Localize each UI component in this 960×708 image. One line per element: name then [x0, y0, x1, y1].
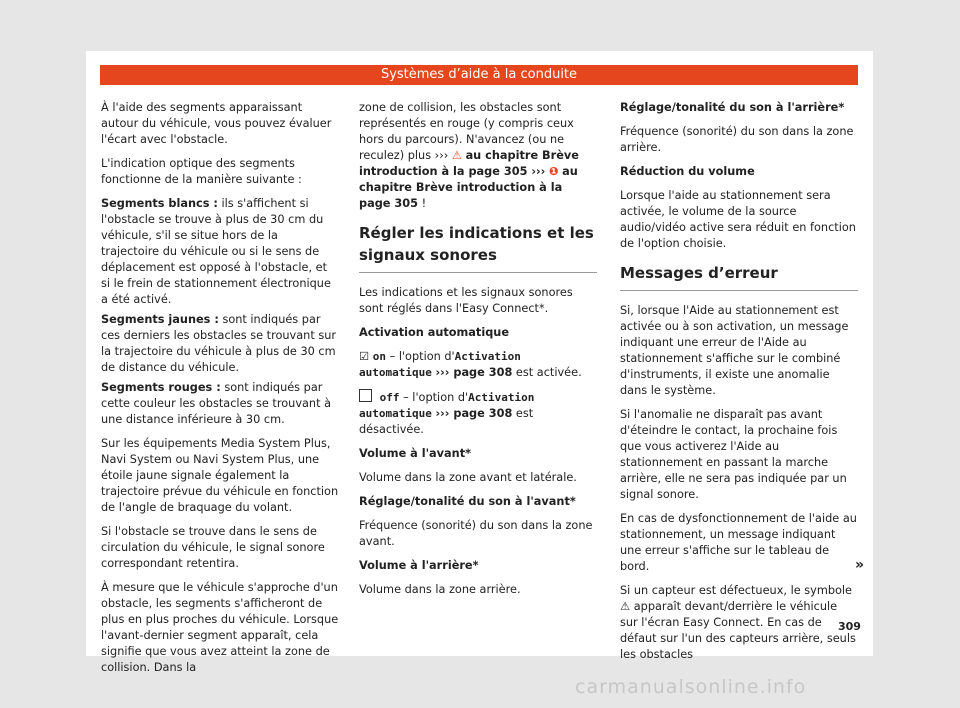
- option-off: [359, 389, 597, 438]
- page-number: 309: [838, 620, 861, 633]
- paragraph: L'indication optique des segments fonctionne de la manière suivante :: [101, 157, 302, 186]
- option-code: Activation automatique: [359, 391, 535, 420]
- paragraph: Fréquence (sonorité) du son dans la zone avant.: [359, 519, 593, 548]
- definition-item: [101, 196, 339, 308]
- column-left: [101, 100, 339, 684]
- paragraph: En cas de dysfonctionnement de l'aide au stationnement, un message indiquant une erreur s'affiche sur le tableau de bord.: [620, 512, 857, 573]
- paragraph: Fréquence (sonorité) du son dans la zone arrière.: [620, 125, 854, 154]
- info-icon: ❶: [548, 165, 559, 178]
- definition-text: ils s'affichent si l'obstacle se trouve à plus de 30 cm du véhicule, s'il se situe hors de la trajectoire du véhicule ou si le sens de déplacement est opposé à l'obstacle, et si le frein de stationnement électronique a été activé.: [101, 197, 331, 306]
- option-on: [359, 349, 597, 381]
- paragraph: À mesure que le véhicule s'approche d'un obstacle, les segments s'afficheront de plus en plus proches du véhicule. Lorsque l'avant-dernier segment apparaît, cela signifie que vous avez atteint la zone de collision. Dans la: [101, 581, 339, 674]
- subheading: Réglage/tonalité du son à l'arrière*: [620, 101, 845, 114]
- paragraph: Si l'anomalie ne disparaît pas avant d'éteindre le contact, la prochaine fois que vous activerez l'Aide au stationnement en passant la marche arrière, elle ne sera pas indiquée par un signal sonore.: [620, 408, 847, 501]
- section-title: Messages d’erreur: [620, 262, 858, 291]
- crossref-link[interactable]: au chapitre Brève introduction à la page 305: [359, 165, 578, 210]
- paragraph: Lorsque l'aide au stationnement sera activée, le volume de la source audio/vidéo active sera réduit en fonction de l'option choisie.: [620, 189, 856, 250]
- watermark: carmanualsonline.info: [575, 676, 807, 698]
- crossref-link[interactable]: ››› page 308: [435, 366, 513, 379]
- paragraph: Sur les équipements Media System Plus, Navi System ou Navi System Plus, une étoile jaune signale également la trajectoire prévue du véhicule en fonction de l'angle de braquage du volant.: [101, 437, 339, 514]
- continue-arrow-icon: »: [855, 557, 865, 573]
- page-header: Systèmes d’aide à la conduite: [100, 65, 858, 85]
- collision-text: zone de collision, les obstacles sont représentés en rouge (y compris ceux hors du parcours). N'avancez (ou ne reculez) plus ›››: [359, 101, 574, 162]
- paragraph: [359, 100, 597, 212]
- subheading: Volume à l'arrière*: [359, 559, 479, 572]
- column-middle: [359, 100, 597, 606]
- definition-item: [101, 380, 339, 428]
- sensor-text: apparaît devant/derrière le véhicule sur l'écran Easy Connect. En cas de défaut sur l'un des capteurs arrière, seuls les obstacles: [620, 600, 856, 661]
- option-text: – l'option d': [389, 350, 455, 363]
- paragraph: Volume dans la zone arrière.: [359, 583, 521, 596]
- definition-text: sont indiqués par cette couleur les obstacles se trouvant à une distance inférieure à 30 cm.: [101, 381, 332, 426]
- definition-term: Segments jaunes :: [101, 313, 219, 326]
- option-text: est désactivée.: [359, 407, 534, 436]
- paragraph: À l'aide des segments apparaissant autour du véhicule, vous pouvez évaluer l'écart avec l'obstacle.: [101, 101, 332, 146]
- subheading: Réglage/tonalité du son à l'avant*: [359, 495, 576, 508]
- subheading: Activation automatique: [359, 326, 509, 339]
- warning-icon: ⚠: [620, 600, 631, 613]
- column-right: [620, 100, 858, 671]
- paragraph: [620, 583, 858, 663]
- paragraph: Volume dans la zone avant et latérale.: [359, 471, 577, 484]
- definition-item: [101, 312, 339, 376]
- option-label: on: [372, 350, 386, 363]
- sensor-text: Si un capteur est défectueux, le symbole: [620, 584, 852, 597]
- crossref-link[interactable]: ››› page 308: [435, 407, 513, 420]
- section-title: Régler les indications et les signaux sonores: [359, 222, 597, 273]
- option-text: est activée.: [515, 366, 582, 379]
- warning-icon: ⚠: [451, 149, 462, 162]
- option-label: off: [379, 391, 400, 404]
- paragraph: Si, lorsque l'Aide au stationnement est activée ou à son activation, un message indiquant une erreur de l'Aide au stationnement s'affiche sur le combiné d'instruments, il existe une anomalie dans le système.: [620, 304, 849, 397]
- option-code: Activation automatique: [359, 350, 521, 379]
- option-text: – l'option d': [403, 391, 469, 404]
- punctuation: !: [421, 197, 427, 210]
- unchecked-box-icon: [359, 389, 372, 402]
- subheading: Réduction du volume: [620, 165, 755, 178]
- checked-box-icon: ☑: [359, 350, 370, 363]
- subheading: Volume à l'avant*: [359, 447, 472, 460]
- definition-text: sont indiqués par ces derniers les obstacles se trouvant sur la trajectoire du véhicule à plus de 30 cm de distance du véhicule.: [101, 313, 337, 374]
- definition-term: Segments rouges :: [101, 381, 221, 394]
- crossref-link[interactable]: au chapitre Brève introduction à la page 305 ›››: [359, 149, 579, 178]
- definition-term: Segments blancs :: [101, 197, 218, 210]
- paragraph: Les indications et les signaux sonores sont réglés dans l'Easy Connect*.: [359, 286, 573, 315]
- paragraph: Si l'obstacle se trouve dans le sens de circulation du véhicule, le signal sonore correspondant retentira.: [101, 525, 325, 570]
